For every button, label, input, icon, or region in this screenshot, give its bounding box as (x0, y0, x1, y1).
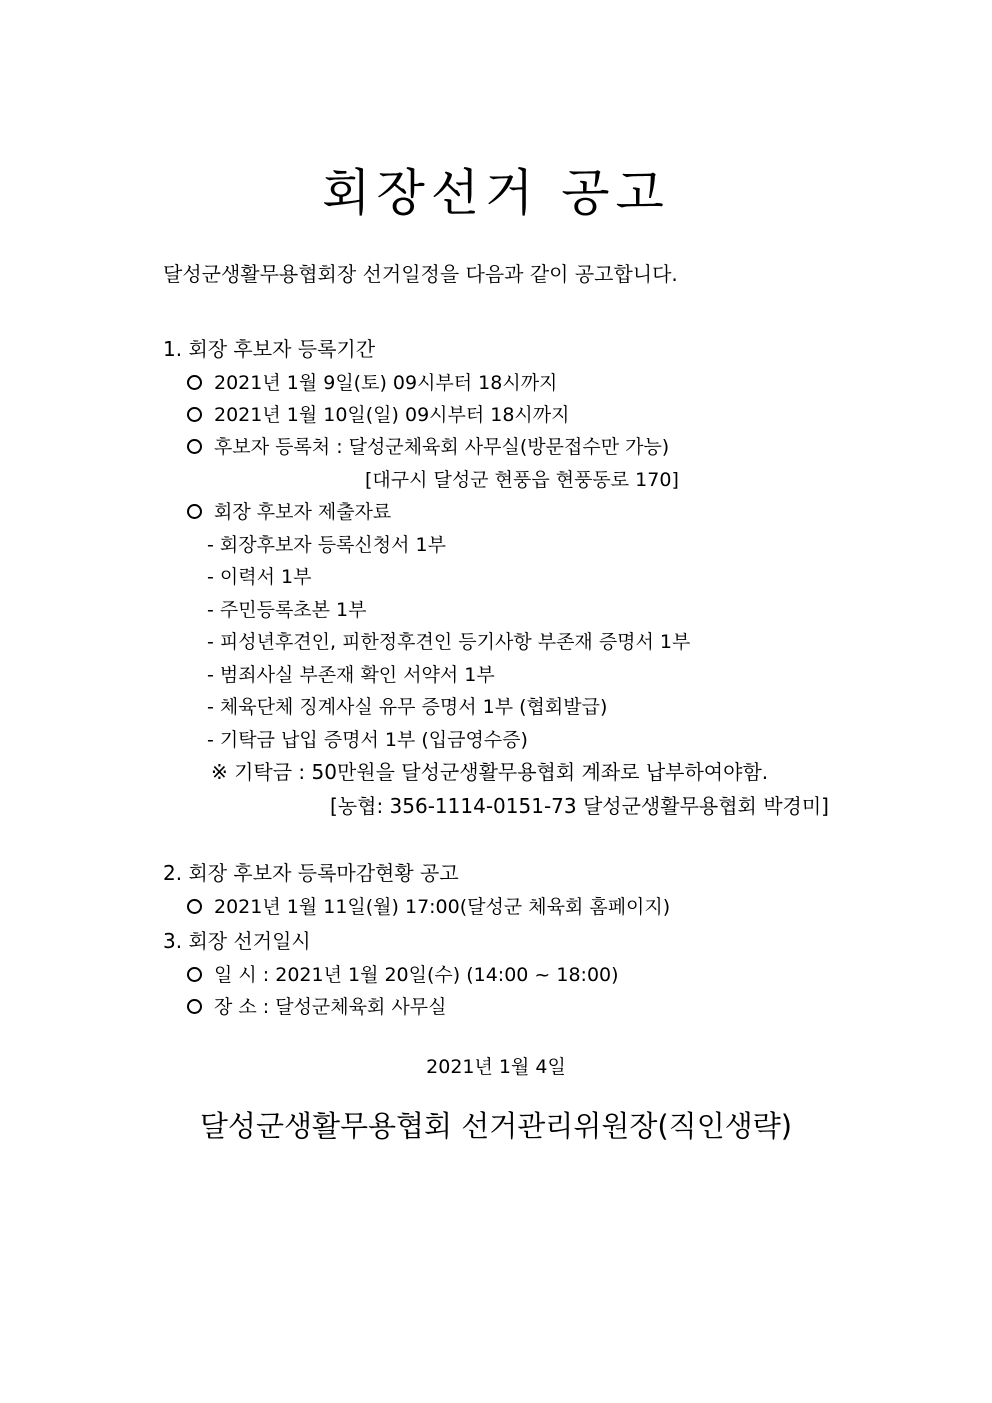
registration-date-1: 2021년 1월 9일(토) 09시부터 18시까지 (187, 368, 557, 398)
document-item: - 기탁금 납입 증명서 1부 (입금영수증) (207, 729, 528, 751)
document-item: - 피성년후견인, 피한정후견인 등기사항 부존재 증명서 1부 (207, 631, 691, 653)
announcement-issue-date: 2021년 1월 4일 (426, 1056, 566, 1078)
election-datetime: 일 시 : 2021년 1월 20일(수) (14:00 ~ 18:00) (187, 960, 619, 990)
registration-address: [대구시 달성군 현풍읍 현풍동로 170] (365, 469, 679, 491)
intro-text: 달성군생활무용협회장 선거일정을 다음과 같이 공고합니다. (163, 262, 678, 286)
circle-bullet-icon (187, 407, 202, 422)
circle-bullet-icon (187, 504, 202, 519)
registration-date-2: 2021년 1월 10일(일) 09시부터 18시까지 (187, 400, 570, 430)
signer-line: 달성군생활무용협회 선거관리위원장(직인생략) (199, 1109, 793, 1143)
document-item: - 체육단체 징계사실 유무 증명서 1부 (협회발급) (207, 696, 608, 718)
announcement-date: 2021년 1월 11일(월) 17:00(달성군 체육회 홈페이지) (187, 892, 670, 922)
section1-heading: 1. 회장 후보자 등록기간 (163, 337, 376, 361)
circle-bullet-icon (187, 899, 202, 914)
registration-place: 후보자 등록처 : 달성군체육회 사무실(방문접수만 가능) (187, 432, 669, 462)
section3-heading: 3. 회장 선거일시 (163, 929, 311, 953)
deposit-note: ※ 기탁금 : 50만원을 달성군생활무용협회 계좌로 납부하여야함. (211, 760, 769, 784)
circle-bullet-icon (187, 439, 202, 454)
bank-account: [농협: 356-1114-0151-73 달성군생활무용협회 박경미] (330, 794, 829, 818)
document-item: - 범죄사실 부존재 확인 서약서 1부 (207, 664, 495, 686)
circle-bullet-icon (187, 967, 202, 982)
circle-bullet-icon (187, 375, 202, 390)
election-place: 장 소 : 달성군체육회 사무실 (187, 992, 446, 1022)
documents-heading: 회장 후보자 제출자료 (187, 497, 391, 527)
circle-bullet-icon (187, 999, 202, 1014)
section2-heading: 2. 회장 후보자 등록마감현황 공고 (163, 861, 459, 885)
document-title: 회장선거 공고 (322, 164, 670, 222)
document-item: - 회장후보자 등록신청서 1부 (207, 534, 446, 556)
document-item: - 이력서 1부 (207, 566, 312, 588)
document-item: - 주민등록초본 1부 (207, 599, 367, 621)
